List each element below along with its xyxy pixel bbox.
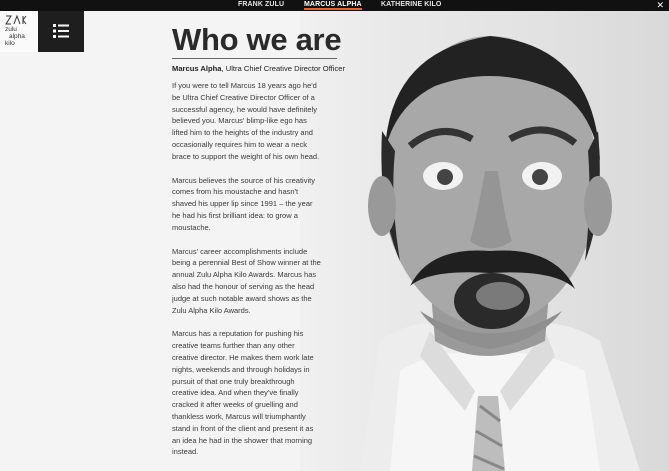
article-body: [172, 80, 322, 470]
tab-marcus-alpha[interactable]: MARCUS ALPHA: [304, 1, 362, 8]
logo-word-alpha: alpha: [9, 33, 25, 40]
paragraph: If you were to tell Marcus 18 years ago he'd be Ultra Chief Creative Director Officer of a successful agency, he would have definitely believed you. Marcus' blimp-like ego has lifted him to the heights of the industry and occasionally requires him to wear a neck brace to support the weight of his own head.: [172, 81, 320, 161]
menu-button[interactable]: [38, 11, 84, 52]
hamburger-menu-icon: [53, 24, 69, 38]
team-tabs: [0, 0, 669, 11]
byline-role: , Ultra Chief Creative Director Officer: [221, 64, 346, 73]
title-divider: [172, 58, 337, 59]
portrait-illustration: [300, 11, 669, 471]
portrait-photo: [300, 11, 669, 471]
logo-mark-icon: [5, 14, 27, 26]
page-title: Who we are: [172, 22, 342, 57]
logo-word-zulu: zulu: [5, 26, 17, 33]
top-nav-bar: [0, 0, 669, 11]
close-icon[interactable]: ✕: [656, 0, 664, 10]
tab-frank-zulu[interactable]: FRANK ZULU: [238, 1, 285, 8]
paragraph: Marcus believes the source of his creativity comes from his moustache and hasn't shaved his upper lip since 1991 – the year he had his first brilliant idea: to grow a moustache.: [172, 175, 315, 232]
byline-name: Marcus Alpha: [172, 64, 222, 73]
paragraph: Marcus' career accomplishments include being a perennial Best of Show winner at the annual Zulu Alpha Kilo Awards. Marcus has also had the honour of serving as the head judge at such notable award shows as the Zulu Alpha Kilo Awards.: [172, 246, 321, 315]
byline: [172, 64, 345, 73]
paragraph: Marcus has a reputation for pushing his creative teams further than any other creative director. He makes them work late nights, weekends and through holidays in pursuit of that one truly breakthrough creative idea. And when they've finally cracked it after weeks of gruelling and thankless work, Marcus will triumphantly stand in front of the client and present it as an idea he had in the shower that morning instead.: [172, 329, 314, 457]
logo-word-kilo: kilo: [5, 40, 15, 47]
tab-katherine-kilo[interactable]: KATHERINE KILO: [381, 1, 442, 8]
zulu-alpha-kilo-logo[interactable]: [0, 11, 38, 52]
